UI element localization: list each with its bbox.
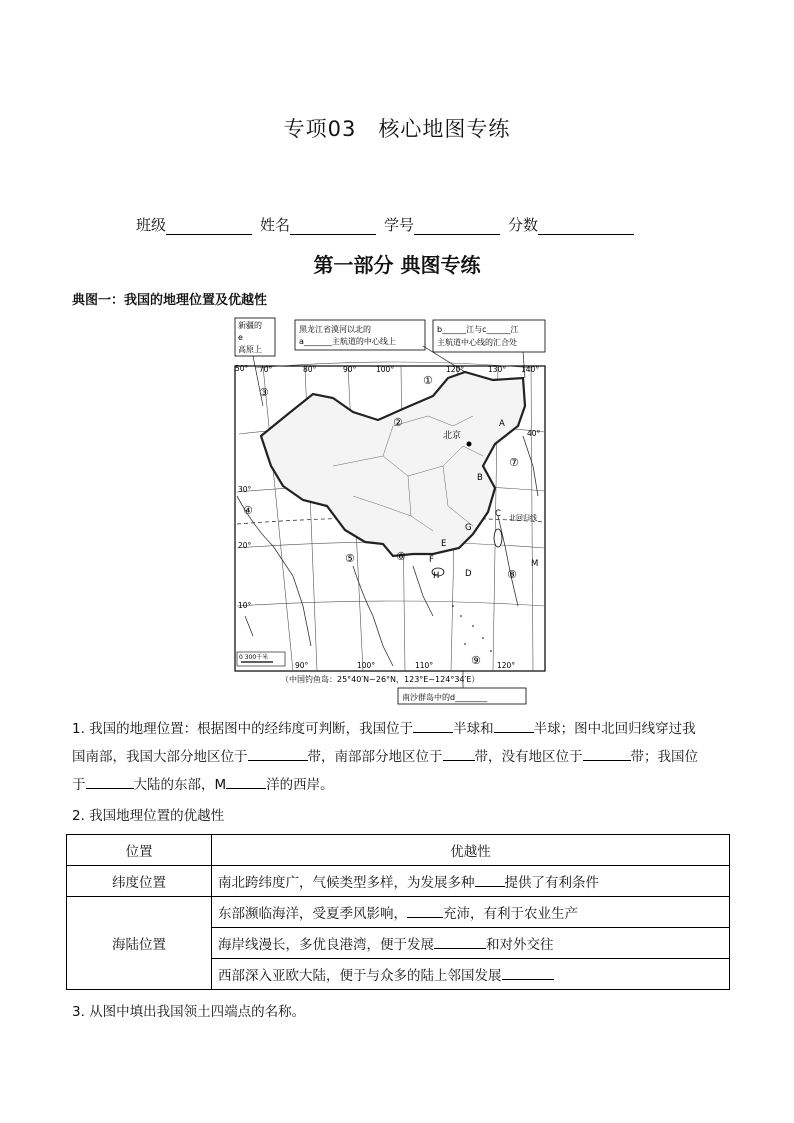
q1-text-6: 带，没有地区位于 xyxy=(474,749,583,765)
row2-text-c1: 西部深入亚欧大陆，便于与众多的陆上邻国发展 xyxy=(218,968,502,984)
id-label: 学号 xyxy=(384,216,415,234)
row1-text-b: 提供了有利条件 xyxy=(504,875,599,891)
question-3: 3. 从图中填出我国领土四端点的名称。 xyxy=(72,1004,306,1020)
point-c: C xyxy=(495,509,501,519)
point-d: D xyxy=(465,569,472,579)
lon-70-label: 70° xyxy=(259,365,273,374)
row2-text-b2: 和对外交往 xyxy=(486,937,554,953)
question-1 xyxy=(72,715,724,799)
blank-zone-3[interactable] xyxy=(583,746,631,761)
table-row xyxy=(67,866,730,897)
lat-20-label: 20° xyxy=(238,541,252,550)
class-field[interactable] xyxy=(136,214,252,235)
nansha-box: 南沙群岛中的d________ xyxy=(402,693,488,702)
part-title: 第一部分 典图专练 xyxy=(313,253,481,277)
marker-9: ⑨ xyxy=(471,654,481,667)
marker-3: ③ xyxy=(259,386,269,399)
q1-text-2: 半球和 xyxy=(453,721,494,737)
q1-text-3: 半球；图中北回归线穿过我 xyxy=(533,721,696,737)
row-sea-land-cell-2 xyxy=(212,928,730,959)
col-position: 位置 xyxy=(67,835,212,866)
bc-box-line1: b______江与c______江 xyxy=(437,325,519,334)
question-2-title: 2. 我国地理位置的优越性 xyxy=(72,808,225,824)
col-advantage: 优越性 xyxy=(212,835,730,866)
name-blank[interactable] xyxy=(290,218,376,235)
row-sea-land-cell-1 xyxy=(212,897,730,928)
section-title: 典图一：我国的地理位置及优越性 xyxy=(72,293,268,308)
lon-90-bottom-label: 90° xyxy=(295,661,309,670)
row-sea-land-label: 海陆位置 xyxy=(67,897,212,990)
xinjiang-box-line2: e xyxy=(238,333,243,342)
id-blank[interactable] xyxy=(414,218,500,235)
q1-text-8: 于 xyxy=(72,777,86,793)
point-e: E xyxy=(441,539,447,549)
blank-sea-transport[interactable] xyxy=(434,934,486,949)
point-f: F xyxy=(429,555,434,565)
q1-text-1: 1. 我国的地理位置：根据图中的经纬度可判断，我国位于 xyxy=(72,721,414,737)
row-sea-land-cell-3 xyxy=(212,959,730,990)
marker-4: ④ xyxy=(243,504,253,517)
score-blank[interactable] xyxy=(538,218,634,235)
row-latitude-label: 纬度位置 xyxy=(67,866,212,897)
blank-hemisphere-1[interactable] xyxy=(413,718,453,733)
blank-rainfall[interactable] xyxy=(407,903,443,918)
lon-120-label: 120° xyxy=(446,365,465,374)
page-title: 专项03 核心地图专练 xyxy=(283,117,511,141)
marker-8: ⑧ xyxy=(507,568,517,581)
xinjiang-box-line1: 新疆的 xyxy=(238,321,262,330)
marker-6: ⑥ xyxy=(396,550,406,563)
blank-zone-1[interactable] xyxy=(248,746,308,761)
lat-50-label: 50° xyxy=(235,364,249,373)
blank-ocean[interactable] xyxy=(226,774,266,789)
q1-text-10: 洋的西岸。 xyxy=(266,777,334,793)
q1-text-5: 带，南部部分地区位于 xyxy=(307,749,443,765)
lon-110-bottom-label: 110° xyxy=(415,661,434,670)
marker-1: ① xyxy=(423,374,433,387)
point-a: A xyxy=(499,419,505,429)
lat-40-label: 40° xyxy=(527,429,541,438)
bc-box-line2: 主航道中心线的汇合处 xyxy=(437,338,517,347)
row2-text-a2: 充沛，有利于农业生产 xyxy=(443,906,578,922)
row2-text-a1: 东部濒临海洋，受夏季风影响， xyxy=(218,906,407,922)
lon-130-label: 130° xyxy=(488,365,507,374)
blank-hemisphere-2[interactable] xyxy=(494,718,534,733)
class-label: 班级 xyxy=(136,216,167,234)
q1-text-7: 带；我国位 xyxy=(630,749,698,765)
marker-5: ⑤ xyxy=(345,552,355,565)
xinjiang-box-line3: 高原上 xyxy=(238,345,262,354)
class-blank[interactable] xyxy=(166,218,252,235)
heilong-box-line2: a_______主航道的中心线上 xyxy=(299,337,396,346)
lon-120-bottom-label: 120° xyxy=(497,661,516,670)
point-b: B xyxy=(477,473,483,483)
blank-land-trade[interactable] xyxy=(502,965,554,980)
lon-100-label: 100° xyxy=(376,365,395,374)
diaoyu-caption: （中国钓鱼岛：25°40′N~26°N，123°E~124°34′E） xyxy=(281,675,480,684)
name-label: 姓名 xyxy=(260,216,291,234)
tropic-label: 北回归线 xyxy=(509,514,537,522)
table-row xyxy=(67,897,730,928)
lon-140-label: 140° xyxy=(521,365,540,374)
marker-7: ⑦ xyxy=(509,456,519,469)
row2-text-b1: 海岸线漫长，多优良港湾，便于发展 xyxy=(218,937,434,953)
china-location-map xyxy=(233,316,553,708)
q1-text-4: 国南部，我国大部分地区位于 xyxy=(72,749,248,765)
lon-90-label: 90° xyxy=(343,365,357,374)
q1-text-9: 大陆的东部，M xyxy=(133,777,227,793)
student-info-row xyxy=(136,214,676,235)
id-field[interactable] xyxy=(384,214,500,235)
blank-zone-2[interactable] xyxy=(443,746,475,761)
advantage-table xyxy=(66,834,730,990)
beijing-label: 北京 xyxy=(443,431,462,441)
scale-bar-label: 0 300千米 xyxy=(239,654,269,661)
heilong-box-line1: 黑龙江省漠河以北的 xyxy=(299,325,371,334)
lat-30-label: 30° xyxy=(238,485,252,494)
score-field[interactable] xyxy=(508,214,634,235)
point-m: M xyxy=(531,559,539,569)
table-header-row xyxy=(67,835,730,866)
lat-10-label: 10° xyxy=(238,601,252,610)
score-label: 分数 xyxy=(508,216,539,234)
lon-80-label: 80° xyxy=(303,365,317,374)
point-g: G xyxy=(465,523,472,533)
blank-agriculture[interactable] xyxy=(475,872,505,887)
marker-2: ② xyxy=(393,416,403,429)
row1-text-a: 南北跨纬度广，气候类型多样，为发展多种 xyxy=(218,875,475,891)
lon-100-bottom-label: 100° xyxy=(357,661,376,670)
point-h: H xyxy=(433,571,440,581)
row-latitude-cell xyxy=(212,866,730,897)
blank-continent[interactable] xyxy=(86,774,134,789)
name-field[interactable] xyxy=(260,214,376,235)
